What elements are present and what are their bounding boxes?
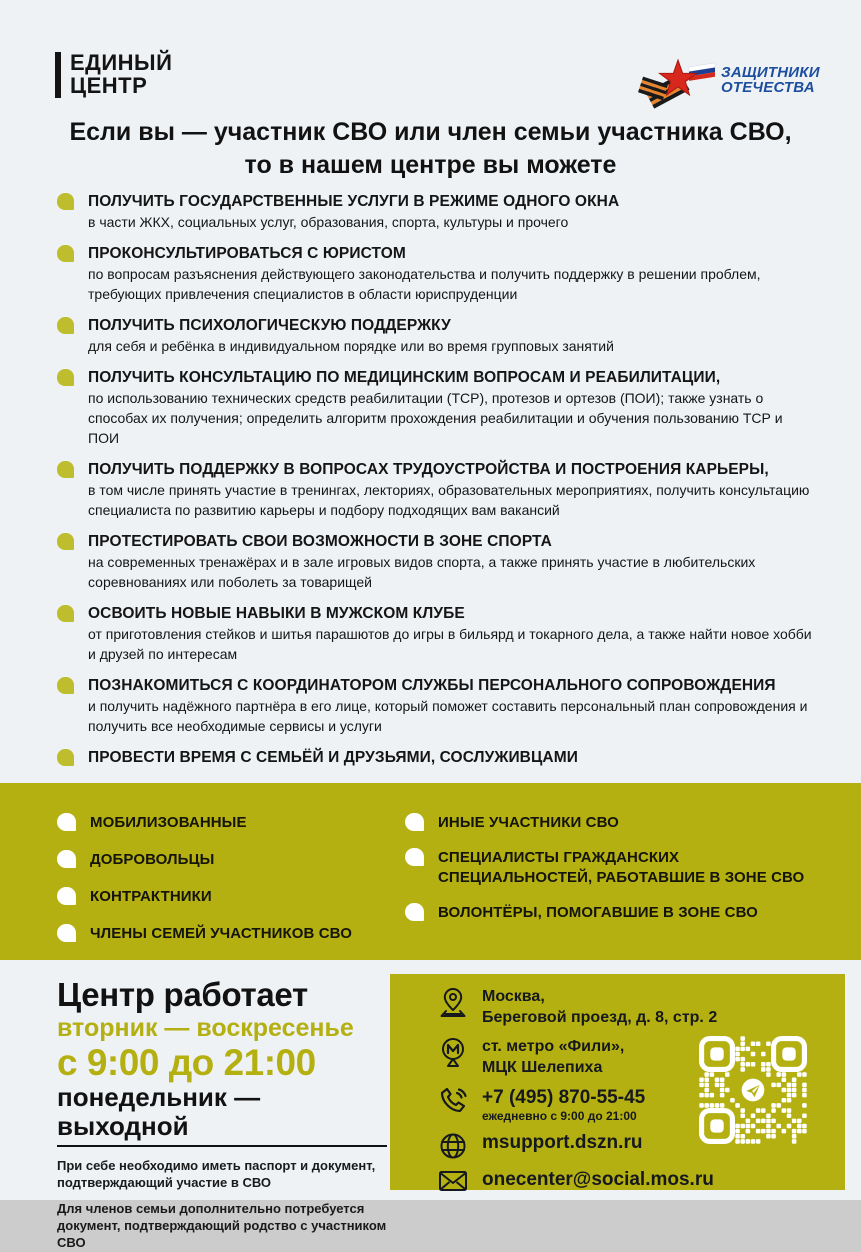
leaf-bullet-icon <box>57 193 74 210</box>
service-item <box>57 316 817 356</box>
service-title: ОСВОИТЬ НОВЫЕ НАВЫКИ В МУЖСКОМ КЛУБЕ <box>88 605 465 622</box>
service-item <box>57 460 817 520</box>
eligibility-item <box>57 813 405 833</box>
location-pin-icon <box>436 987 470 1019</box>
eligibility-label: ЧЛЕНЫ СЕМЕЙ УЧАСТНИКОВ СВО <box>90 925 352 942</box>
metro-pin-icon <box>436 1037 470 1069</box>
service-description: в части ЖКХ, социальных услуг, образования, спорта, культуры и прочего <box>88 214 569 230</box>
eligibility-column-right <box>405 813 805 960</box>
defenders-line-2: ОТЕЧЕСТВА <box>721 79 815 96</box>
logo-line-2: ЦЕНТР <box>70 72 148 98</box>
schedule-open-days: вторник — воскресенье <box>57 1013 354 1042</box>
leaf-bullet-icon <box>57 533 74 550</box>
service-title: ПРОТЕСТИРОВАТЬ СВОИ ВОЗМОЖНОСТИ В ЗОНЕ СПОРТА <box>88 533 552 550</box>
service-item <box>57 604 817 664</box>
schedule-closed-day: понедельник — выходной <box>57 1083 387 1147</box>
leaf-bullet-icon <box>57 677 74 694</box>
eligibility-item <box>57 924 405 944</box>
service-description: по использованию технических средств реабилитации (ТСР), протезов и ортезов (ПОИ); также узнать о способах их получения; определить алгоритм прохождения реабилитации и обучения пользованию ТСР и ПОИ <box>88 390 783 446</box>
eligibility-label: КОНТРАКТНИКИ <box>90 888 212 905</box>
eligibility-item <box>405 903 805 923</box>
service-title: ПОЛУЧИТЬ ПСИХОЛОГИЧЕСКУЮ ПОДДЕРЖКУ <box>88 317 451 334</box>
website-url: msupport.dszn.ru <box>482 1132 643 1153</box>
service-description: от приготовления стейков и шитья парашютов до игры в бильярд и токарного дела, а также найти новое хобби и друзей по интересам <box>88 626 812 662</box>
service-title: ПОЛУЧИТЬ ГОСУДАРСТВЕННЫЕ УСЛУГИ В РЕЖИМЕ ОДНОГО ОКНА <box>88 193 620 210</box>
service-description: для себя и ребёнка в индивидуальном порядке или во время групповых занятий <box>88 338 614 354</box>
service-title: ПРОВЕСТИ ВРЕМЯ С СЕМЬЁЙ И ДРУЗЬЯМИ, СОСЛУЖИВЦАМИ <box>88 749 578 766</box>
unified-center-logo <box>55 52 172 98</box>
leaf-bullet-icon <box>57 369 74 386</box>
leaf-bullet-icon <box>57 317 74 334</box>
phone-handset-icon <box>436 1087 470 1117</box>
metro-line-1: ст. метро «Фили», <box>482 1038 625 1055</box>
eligibility-label: СПЕЦИАЛИСТЫ ГРАЖДАНСКИХ СПЕЦИАЛЬНОСТЕЙ, РАБОТАВШИЕ В ЗОНЕ СВО <box>438 849 805 886</box>
service-item <box>57 192 817 232</box>
services-list <box>57 192 817 780</box>
email-address: onecenter@social.mos.ru <box>482 1169 714 1190</box>
service-description: на современных тренажёрах и в зале игровых видов спорта, а также принять участие в любительских соревнованиях или поболеть за товарищей <box>88 554 756 590</box>
ribbon-star-flag-icon <box>645 52 719 108</box>
eligibility-item <box>57 887 405 907</box>
leaf-bullet-icon <box>405 813 424 831</box>
leaf-bullet-icon <box>405 848 424 866</box>
logo-line-1: ЕДИНЫЙ <box>70 50 173 75</box>
leaf-bullet-icon <box>57 245 74 262</box>
phone-note: ежедневно с 9:00 до 21:00 <box>482 1109 637 1123</box>
leaf-bullet-icon <box>57 461 74 478</box>
eligibility-item <box>57 850 405 870</box>
phone-number: +7 (495) 870-55-45 <box>482 1087 646 1108</box>
eligibility-label: ВОЛОНТЁРЫ, ПОМОГАВШИЕ В ЗОНЕ СВО <box>438 904 758 921</box>
address-row <box>436 986 845 1028</box>
defenders-line-1: ЗАЩИТНИКИ <box>721 63 820 81</box>
address-line-1: Москва, <box>482 988 545 1005</box>
leaf-bullet-icon <box>57 749 74 766</box>
service-title: ПОЗНАКОМИТЬСЯ С КООРДИНАТОРОМ СЛУЖБЫ ПЕРСОНАЛЬНОГО СОПРОВОЖДЕНИЯ <box>88 677 776 694</box>
eligibility-label: ДОБРОВОЛЬЦЫ <box>90 851 215 868</box>
leaf-bullet-icon <box>57 813 76 831</box>
service-description: и получить надёжного партнёра в его лице, который поможет составить персональный план сопровождения и получить все необходимые сервисы и услуги <box>88 698 808 734</box>
leaf-bullet-icon <box>57 850 76 868</box>
service-item <box>57 676 817 736</box>
logo-bar <box>55 52 61 98</box>
service-title: ПОЛУЧИТЬ ПОДДЕРЖКУ В ВОПРОСАХ ТРУДОУСТРОЙСТВА И ПОСТРОЕНИЯ КАРЬЕРЫ, <box>88 461 769 478</box>
contacts-panel <box>390 974 845 1190</box>
eligibility-item <box>405 848 805 888</box>
defenders-of-fatherland-logo <box>645 52 820 108</box>
service-title: ПРОКОНСУЛЬТИРОВАТЬСЯ С ЮРИСТОМ <box>88 245 406 262</box>
service-item <box>57 368 817 448</box>
schedule-heading: Центр работает <box>57 976 308 1013</box>
email-row <box>436 1168 845 1193</box>
metro-line-2: МЦК Шелепиха <box>482 1059 603 1076</box>
qr-code <box>699 1036 807 1144</box>
schedule-hours: с 9:00 до 21:00 <box>57 1042 316 1084</box>
leaf-bullet-icon <box>57 605 74 622</box>
service-item <box>57 532 817 592</box>
eligibility-label: МОБИЛИЗОВАННЫЕ <box>90 814 247 831</box>
leaf-bullet-icon <box>405 903 424 921</box>
leaf-bullet-icon <box>57 924 76 942</box>
service-description: в том числе принять участие в тренингах, лекториях, образовательных мероприятиях, получить консультацию специалиста по развитию карьеры и подбору подходящих вам вакансий <box>88 482 810 518</box>
eligibility-band <box>0 783 861 960</box>
envelope-icon <box>436 1169 470 1193</box>
service-item <box>57 748 817 768</box>
eligibility-label: ИНЫЕ УЧАСТНИКИ СВО <box>438 814 619 831</box>
title-line-2: то в нашем центре вы можете <box>244 151 617 180</box>
schedule-note-2: Для членов семьи дополнительно потребуется документ, подтверждающий родство с участником СВО <box>57 1201 387 1250</box>
schedule-block <box>57 978 387 1252</box>
globe-icon <box>436 1132 470 1160</box>
eligibility-item <box>405 813 805 833</box>
address-line-2: Береговой проезд, д. 8, стр. 2 <box>482 1009 718 1026</box>
service-title: ПОЛУЧИТЬ КОНСУЛЬТАЦИЮ ПО МЕДИЦИНСКИМ ВОПРОСАМ И РЕАБИЛИТАЦИИ, <box>88 369 721 386</box>
page-title <box>0 116 861 183</box>
schedule-note-1: При себе необходимо иметь паспорт и документ, подтверждающий участие в СВО <box>57 1158 376 1191</box>
leaf-bullet-icon <box>57 887 76 905</box>
title-line-1: Если вы — участник СВО или член семьи участника СВО, <box>69 118 792 146</box>
service-description: по вопросам разъяснения действующего законодательства и получить поддержку в решении проблем, требующих привлечения специалистов в области юриспруденции <box>88 266 761 302</box>
eligibility-column-left <box>57 813 405 960</box>
service-item <box>57 244 817 304</box>
